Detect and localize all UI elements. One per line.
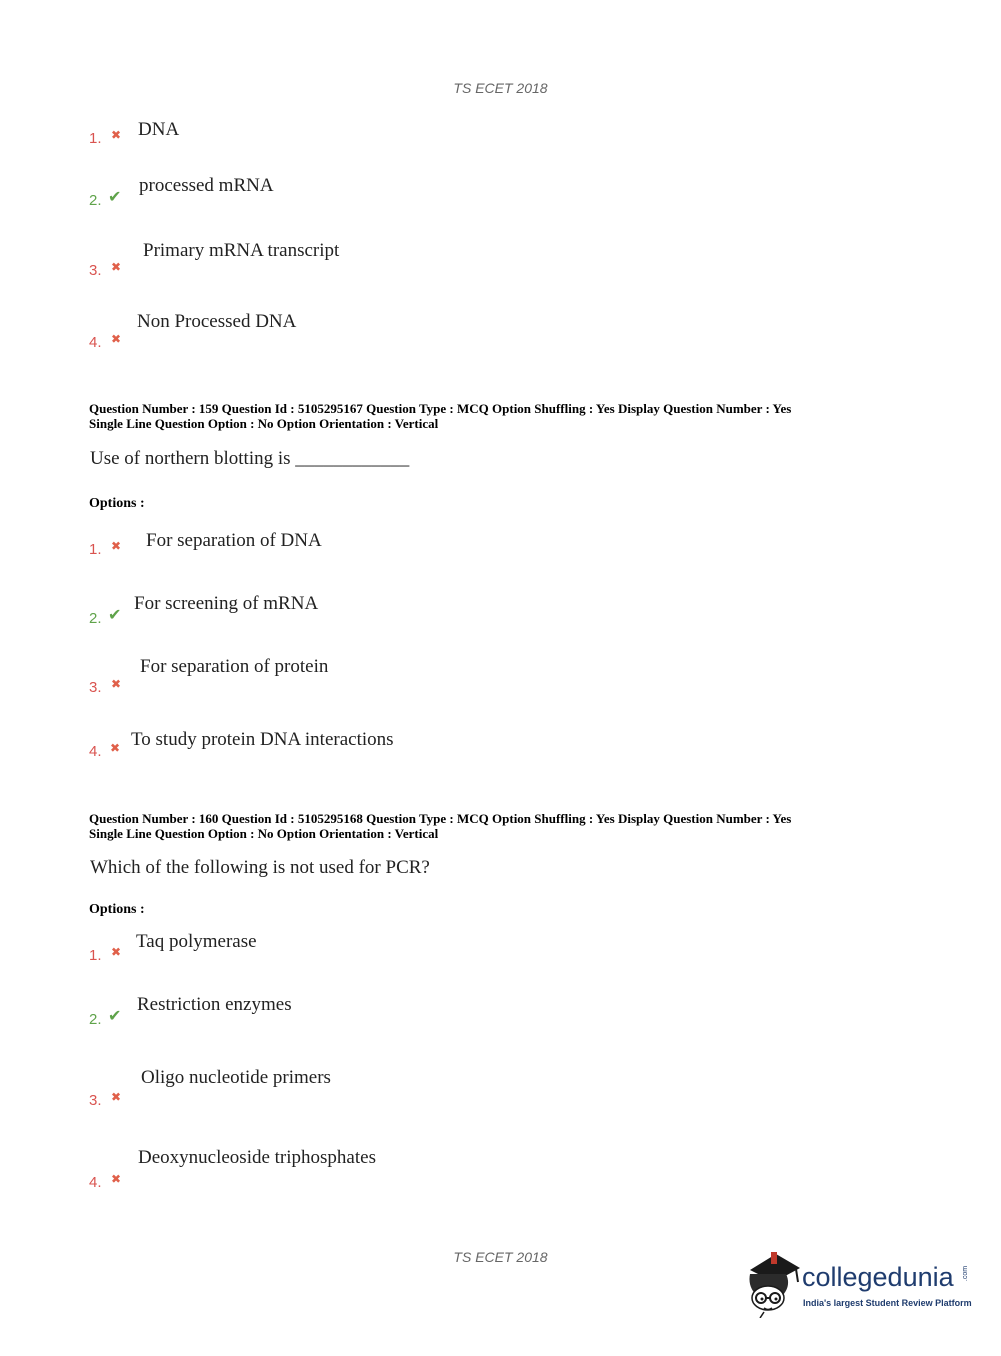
mascot-icon bbox=[742, 1248, 802, 1318]
cross-icon: ✖ bbox=[111, 539, 122, 553]
logo-tagline: India's largest Student Review Platform bbox=[803, 1298, 972, 1308]
option-number: 1. bbox=[89, 947, 102, 964]
option-text: Deoxynucleoside triphosphates bbox=[138, 1147, 376, 1168]
question-meta-line2: Single Line Question Option : No Option Orientation : Vertical bbox=[89, 416, 439, 431]
option-text: Non Processed DNA bbox=[137, 311, 297, 332]
option-text: Restriction enzymes bbox=[137, 994, 292, 1015]
question-meta-line1: Question Number : 160 Question Id : 5105295168 Question Type : MCQ Option Shuffling : Yes Display Question Number : Yes bbox=[89, 811, 792, 826]
question-meta-line2: Single Line Question Option : No Option Orientation : Vertical bbox=[89, 826, 439, 841]
question-meta-line1: Question Number : 159 Question Id : 5105295167 Question Type : MCQ Option Shuffling : Yes Display Question Number : Yes bbox=[89, 401, 792, 416]
option-text: Primary mRNA transcript bbox=[143, 240, 340, 261]
page-footer: TS ECET 2018 bbox=[453, 1249, 548, 1265]
check-icon: ✔ bbox=[108, 1006, 122, 1025]
option-text: Oligo nucleotide primers bbox=[141, 1067, 331, 1088]
cross-icon: ✖ bbox=[111, 677, 122, 691]
option-text: To study protein DNA interactions bbox=[131, 729, 394, 750]
check-icon: ✔ bbox=[108, 605, 122, 624]
option-number: 1. bbox=[89, 130, 102, 147]
option-text: For separation of DNA bbox=[146, 530, 322, 551]
option-number: 1. bbox=[89, 541, 102, 558]
option-number: 2. bbox=[89, 1011, 102, 1028]
options-label: Options : bbox=[89, 496, 145, 511]
option-number: 2. bbox=[89, 610, 102, 627]
option-number: 4. bbox=[89, 743, 102, 760]
option-text: Taq polymerase bbox=[136, 931, 257, 952]
cross-icon: ✖ bbox=[111, 260, 122, 274]
cross-icon: ✖ bbox=[111, 945, 122, 959]
option-text: processed mRNA bbox=[139, 175, 274, 196]
cross-icon: ✖ bbox=[111, 1172, 122, 1186]
logo-wordmark: collegedunia bbox=[802, 1262, 954, 1292]
option-number: 2. bbox=[89, 192, 102, 209]
cross-icon: ✖ bbox=[111, 1090, 122, 1104]
options-label: Options : bbox=[89, 902, 145, 917]
check-icon: ✔ bbox=[108, 187, 122, 206]
option-number: 3. bbox=[89, 262, 102, 279]
option-number: 3. bbox=[89, 679, 102, 696]
option-number: 4. bbox=[89, 334, 102, 351]
option-text: For screening of mRNA bbox=[134, 593, 319, 614]
option-text: DNA bbox=[138, 119, 180, 140]
cross-icon: ✖ bbox=[111, 332, 122, 346]
logo-suffix: .com bbox=[962, 1265, 970, 1282]
collegedunia-logo bbox=[742, 1248, 972, 1318]
cross-icon: ✖ bbox=[111, 128, 122, 142]
option-number: 3. bbox=[89, 1092, 102, 1109]
page-header: TS ECET 2018 bbox=[453, 80, 548, 96]
option-number: 4. bbox=[89, 1174, 102, 1191]
cross-icon: ✖ bbox=[110, 741, 121, 755]
question-text: Use of northern blotting is ____________ bbox=[90, 448, 410, 469]
question-text: Which of the following is not used for PCR? bbox=[90, 857, 430, 878]
option-text: For separation of protein bbox=[140, 656, 329, 677]
